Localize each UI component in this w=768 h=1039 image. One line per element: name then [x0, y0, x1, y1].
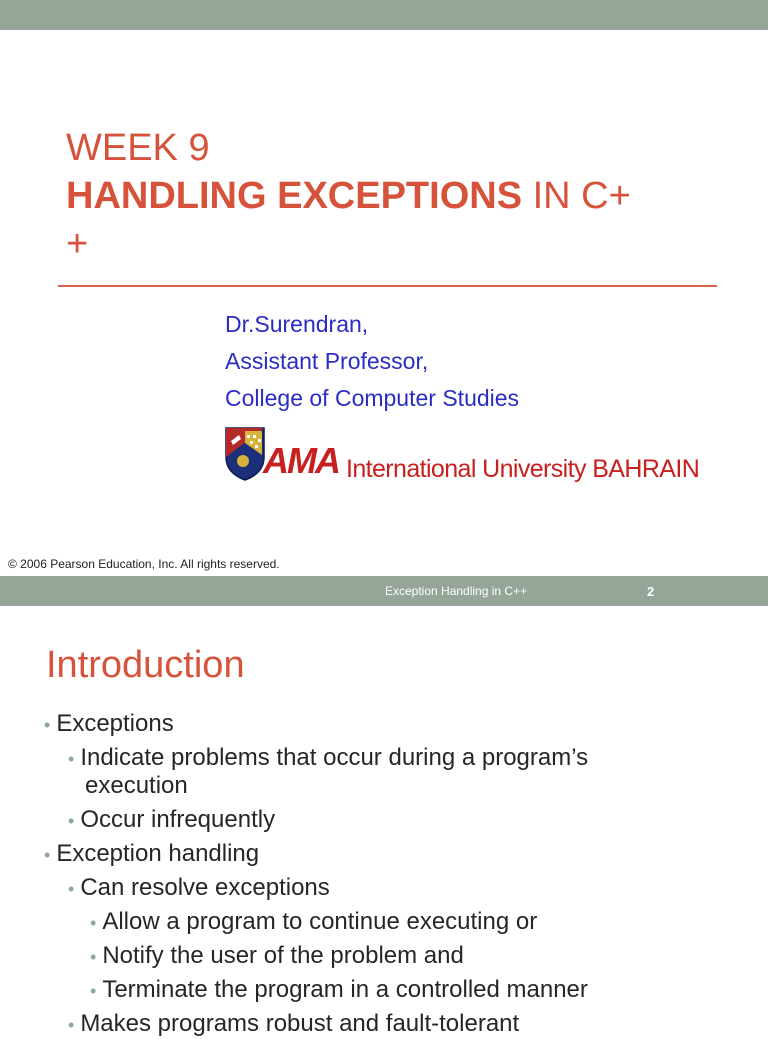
bullet-item-level-3: [90, 976, 588, 1005]
bullet-dot-icon: •: [90, 913, 97, 933]
title-rest-text: IN C+: [522, 175, 631, 217]
page-number: 2: [647, 584, 655, 599]
bullet-text: execution: [85, 772, 188, 799]
logo-university-name: International University BAHRAIN: [346, 455, 700, 483]
bullet-item-level-2: [68, 744, 588, 773]
title-line-wrap: +: [66, 223, 89, 265]
slide-footer-bar: [0, 576, 768, 606]
slide-title: [66, 124, 726, 268]
author-college: College of Computer Studies: [225, 385, 520, 411]
bullet-dot-icon: •: [90, 981, 97, 1001]
bullet-dot-icon: •: [90, 947, 97, 967]
author-position: Assistant Professor,: [225, 348, 429, 374]
bullet-text: Exception handling: [56, 840, 260, 867]
bullet-text: Exceptions: [56, 710, 174, 737]
bullet-dot-icon: •: [44, 715, 51, 735]
bullet-item-level-2: [68, 1010, 519, 1039]
slide-top-bar: [0, 0, 768, 30]
bullet-item-level-2: [68, 806, 275, 835]
author-block: [225, 306, 519, 417]
footer-course-title: Exception Handling in C++: [385, 584, 528, 598]
slide-heading: Introduction: [46, 644, 245, 686]
bullet-text: Can resolve exceptions: [80, 874, 330, 901]
university-logo: [225, 427, 700, 487]
introduction-slide: [0, 576, 768, 1037]
bullet-dot-icon: •: [68, 1015, 75, 1035]
bullet-text: Indicate problems that occur during a program’s: [80, 744, 589, 771]
bullet-dot-icon: •: [68, 811, 75, 831]
title-divider: [58, 285, 717, 287]
bullet-dot-icon: •: [68, 879, 75, 899]
bullet-text: Allow a program to continue executing or: [102, 908, 538, 935]
title-bold-text: HANDLING EXCEPTIONS: [66, 175, 523, 217]
bullet-text: Notify the user of the problem and: [102, 942, 464, 969]
author-name: Dr.Surendran,: [225, 311, 369, 337]
copyright-notice: © 2006 Pearson Education, Inc. All rights reserved.: [8, 557, 280, 571]
university-crest-icon: [225, 427, 265, 481]
bullet-continuation: [85, 772, 188, 799]
title-line-topic: [66, 172, 726, 220]
bullet-item-level-1: [44, 710, 174, 739]
bullet-item-level-2: [68, 874, 330, 903]
bullet-dot-icon: •: [44, 845, 51, 865]
bullet-item-level-1: [44, 840, 259, 869]
bullet-item-level-3: [90, 942, 464, 971]
bullet-text: Occur infrequently: [80, 806, 276, 833]
bullet-text: Makes programs robust and fault-tolerant: [80, 1010, 520, 1037]
bullet-text: Terminate the program in a controlled manner: [102, 976, 588, 1003]
bullet-item-level-3: [90, 908, 537, 937]
bullet-dot-icon: •: [68, 749, 75, 769]
logo-ama-wordmark: AMA: [263, 440, 339, 481]
title-line-week: WEEK 9: [66, 127, 210, 169]
